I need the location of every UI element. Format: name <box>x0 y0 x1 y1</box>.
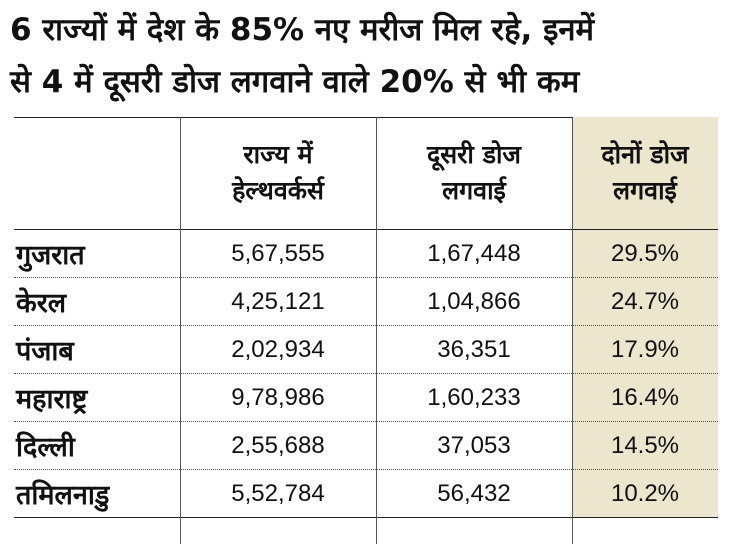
both-doses-value: 14.5% <box>572 422 718 470</box>
header-state <box>14 117 180 230</box>
header-health-workers-line1: राज्य में <box>243 140 313 169</box>
second-dose-value: 37,053 <box>376 422 572 470</box>
state-vaccination-table <box>14 117 718 518</box>
health-workers-value: 2,55,688 <box>180 422 376 470</box>
state-name: केरल <box>14 278 180 326</box>
header-both-doses <box>572 117 718 230</box>
header-health-workers-line2: हेल्थवर्कर्स <box>232 176 324 205</box>
both-doses-value: 24.7% <box>572 278 718 326</box>
state-name: पंजाब <box>14 326 180 374</box>
health-workers-value: 5,52,784 <box>180 470 376 518</box>
second-dose-value: 1,04,866 <box>376 278 572 326</box>
header-both-doses-line2: लगवाई <box>613 176 677 205</box>
table-row <box>14 470 718 518</box>
header-second-dose-line1: दूसरी डोज <box>427 140 521 169</box>
state-name: महाराष्ट्र <box>14 374 180 422</box>
both-doses-value: 16.4% <box>572 374 718 422</box>
column-divider <box>376 117 377 544</box>
state-name: गुजरात <box>14 230 180 278</box>
header-health-workers <box>180 117 376 230</box>
both-doses-value: 17.9% <box>572 326 718 374</box>
table-row <box>14 230 718 278</box>
column-divider <box>180 117 181 544</box>
second-dose-value: 1,67,448 <box>376 230 572 278</box>
header-both-doses-line1: दोनों डोज <box>601 140 689 169</box>
second-dose-value: 36,351 <box>376 326 572 374</box>
both-doses-value: 10.2% <box>572 470 718 518</box>
header-second-dose-line2: लगवाई <box>442 176 506 205</box>
table-row <box>14 422 718 470</box>
both-doses-value: 29.5% <box>572 230 718 278</box>
health-workers-value: 5,67,555 <box>180 230 376 278</box>
table-row <box>14 278 718 326</box>
state-name: तमिलनाडु <box>14 470 180 518</box>
second-dose-value: 56,432 <box>376 470 572 518</box>
column-divider <box>572 117 573 544</box>
health-workers-value: 4,25,121 <box>180 278 376 326</box>
headline-line-2: से 4 में दूसरी डोज लगवाने वाले 20% से भी कम <box>10 64 580 100</box>
health-workers-value: 9,78,986 <box>180 374 376 422</box>
header-second-dose <box>376 117 572 230</box>
table-row <box>14 326 718 374</box>
state-name: दिल्ली <box>14 422 180 470</box>
health-workers-value: 2,02,934 <box>180 326 376 374</box>
table-row <box>14 374 718 422</box>
headline <box>10 4 722 108</box>
second-dose-value: 1,60,233 <box>376 374 572 422</box>
headline-line-1: 6 राज्यों में देश के 85% नए मरीज मिल रहे, इनमें <box>10 12 595 48</box>
table-header-row <box>14 117 718 230</box>
